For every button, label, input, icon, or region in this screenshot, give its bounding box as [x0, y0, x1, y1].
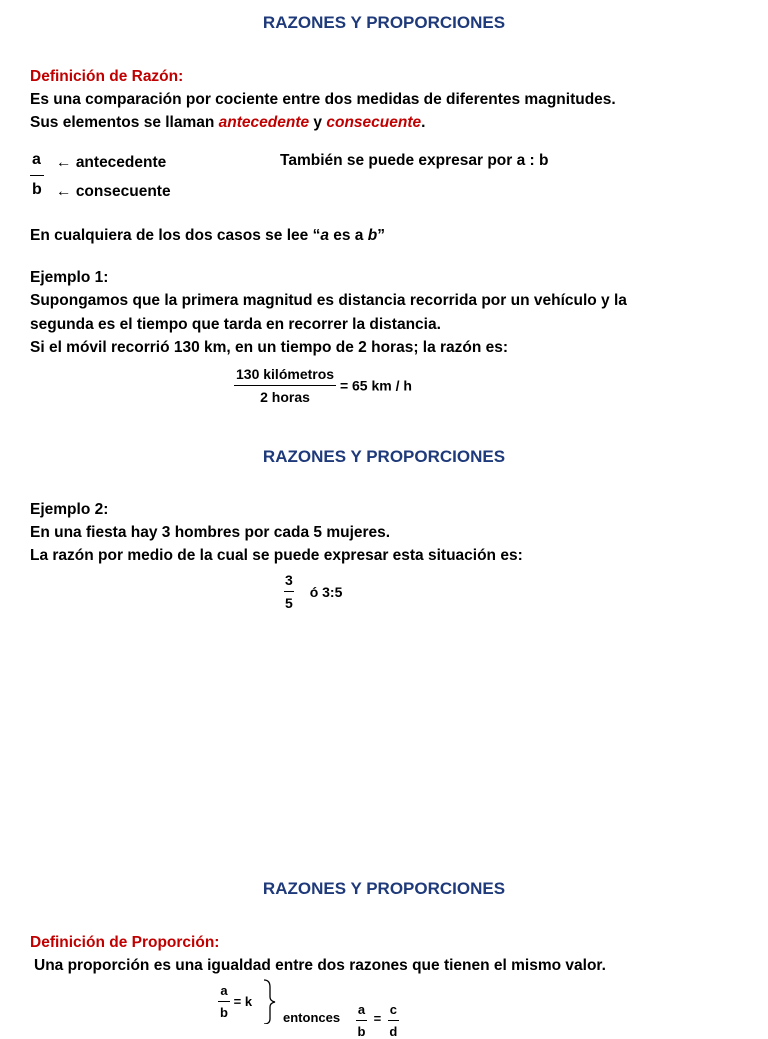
proporcion-fraction-3: [388, 1002, 399, 1039]
razon-definition-title: Definición de Razón:: [30, 68, 184, 85]
section1-heading: RAZONES Y PROPORCIONES: [262, 13, 506, 32]
read-b: b: [367, 227, 378, 244]
example1-result: = 65 km / h: [339, 377, 412, 394]
antecedente-label-row: [56, 154, 166, 172]
example2-fraction: [284, 572, 294, 611]
example1-line1: Supongamos que la primera magnitud es distancia recorrida por un vehículo y la: [30, 292, 627, 309]
example2-formula: [284, 572, 342, 611]
proporcion-equals: =: [373, 1011, 382, 1026]
proporcion-f2-denominator: b: [357, 1024, 366, 1039]
fraction-numerator: a: [32, 151, 41, 168]
proporcion-definition-title: Definición de Proporción:: [30, 934, 220, 951]
example2-denominator: 5: [285, 595, 293, 611]
period: .: [421, 114, 426, 131]
proporcion-f3-denominator: d: [389, 1024, 398, 1039]
arrow-left-icon: ←: [56, 154, 72, 171]
proporcion-f1-denominator: b: [220, 1005, 228, 1020]
def-line2-prefix: Sus elementos se llaman: [30, 114, 219, 131]
consecuente-label: consecuente: [75, 183, 171, 200]
section2-heading: RAZONES Y PROPORCIONES: [262, 447, 506, 466]
example1-line2: segunda es el tiempo que tarda en recorrer la distancia.: [30, 316, 441, 333]
example1-numerator: 130 kilómetros: [236, 366, 335, 382]
fraction-bar: [30, 175, 44, 176]
read-a: a: [320, 227, 329, 244]
read-prefix: En cualquiera de los dos casos se lee “: [30, 227, 321, 244]
section3-heading: RAZONES Y PROPORCIONES: [262, 879, 506, 898]
proporcion-f1-equals: = k: [233, 994, 253, 1009]
proporcion-formula-1: [218, 983, 252, 1020]
proporcion-fraction-2: [356, 1002, 367, 1039]
proporcion-definition-line1: Una proporción es una igualdad entre dos razones que tienen el mismo valor.: [34, 957, 606, 974]
arrow-left-icon: ←: [56, 183, 72, 200]
proporcion-f3-bar: [388, 1020, 399, 1021]
read-statement: [30, 227, 385, 245]
term-consecuente: consecuente: [326, 114, 422, 131]
proporcion-f2-numerator: a: [357, 1002, 366, 1017]
example1-denominator: 2 horas: [260, 389, 310, 405]
antecedente-label: antecedente: [75, 154, 167, 171]
then-label: entonces: [283, 1010, 341, 1025]
example2-numerator: 3: [285, 572, 293, 588]
proporcion-f1-numerator: a: [220, 983, 228, 998]
example2-line1: En una fiesta hay 3 hombres por cada 5 mujeres.: [30, 524, 391, 541]
read-mid: es a: [328, 227, 368, 244]
fraction-denominator: b: [32, 181, 42, 198]
proporcion-f3-numerator: c: [389, 1002, 397, 1017]
example1-formula: [234, 366, 412, 405]
term-antecedente: antecedente: [218, 114, 310, 131]
proporcion-equality: [356, 1002, 399, 1039]
consecuente-label-row: [56, 183, 171, 201]
proporcion-f2-bar: [356, 1020, 367, 1021]
example2-line2: La razón por medio de la cual se puede expresar esta situación es:: [30, 547, 523, 564]
example1-fraction: [234, 366, 336, 405]
proporcion-formula-2: [283, 1010, 340, 1025]
example1-fraction-bar: [234, 385, 336, 386]
example2-title: Ejemplo 2:: [30, 501, 109, 518]
right-brace-icon: [262, 979, 278, 1024]
example1-line3: Si el móvil recorrió 130 km, en un tiempo de 2 horas; la razón es:: [30, 339, 509, 356]
razon-definition-line2: [30, 114, 425, 132]
read-suffix: ”: [377, 227, 385, 244]
proporcion-fraction-1: [218, 983, 230, 1020]
example1-title: Ejemplo 1:: [30, 269, 109, 286]
razon-fraction: [30, 151, 50, 201]
example2-fraction-bar: [284, 591, 294, 592]
also-expression: También se puede expresar por a : b: [280, 152, 549, 169]
proporcion-f1-bar: [218, 1001, 230, 1002]
conj-y: y: [309, 114, 327, 131]
razon-definition-line1: Es una comparación por cociente entre dos medidas de diferentes magnitudes.: [30, 91, 616, 108]
example2-alternative: ó 3:5: [309, 583, 343, 600]
